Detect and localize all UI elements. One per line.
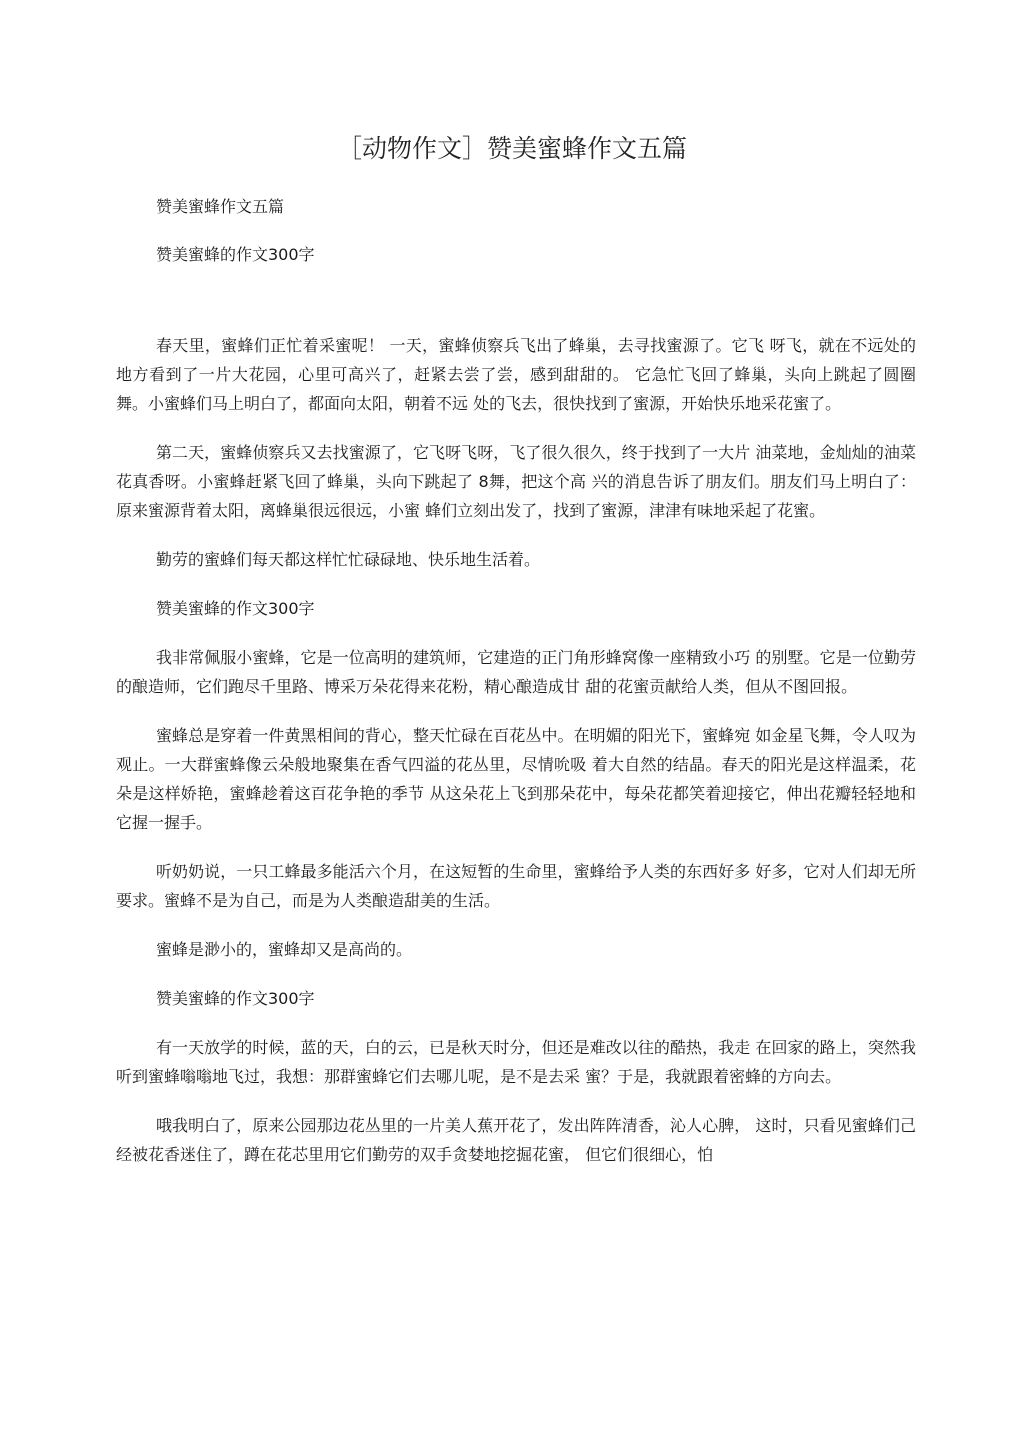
paragraph: 蜜蜂是渺小的，蜜蜂却又是高尚的。 — [156, 940, 413, 959]
document-title: ［动物作文］赞美蜜蜂作文五篇 — [336, 134, 687, 163]
subtitle: 赞美蜜蜂作文五篇 — [156, 197, 285, 216]
paragraph: 哦我明白了，原来公园那边花丛里的一片美人蕉开花了，发出阵阵清香，沁人心脾， 这时，只看见蜜蜂们己经被花香迷住了，蹲在花芯里用它们勤劳的双手贪婪地挖掘花蜜， 但它们很细心，怕 — [116, 1116, 916, 1164]
paragraph: 勤劳的蜜蜂们每天都这样忙忙碌碌地、快乐地生活着。 — [156, 550, 541, 569]
section-heading: 赞美蜜蜂的作文300字 — [156, 599, 315, 618]
paragraph: 蜜蜂总是穿着一件黄黑相间的背心，整天忙碌在百花丛中。在明媚的阳光下，蜜蜂宛 如金星飞舞，令人叹为观止。一大群蜜蜂像云朵般地聚集在香气四溢的花丛里，尽情吮吸 着大自然的结晶。春天的阳光是这样温柔，花朵是这样娇艳，蜜蜂趁着这百花争艳的季节 从这朵花上飞到那朵花中，每朵花都笑着迎接它，伸出花瓣轻轻地和它握一握手。 — [116, 726, 916, 832]
section-heading: 赞美蜜蜂的作文300字 — [156, 245, 315, 264]
section-heading: 赞美蜜蜂的作文300字 — [156, 989, 315, 1008]
paragraph: 有一天放学的时候，蓝的天，白的云，已是秋天时分，但还是难改以往的酷热，我走 在回家的路上，突然我听到蜜蜂嗡嗡地飞过，我想：那群蜜蜂它们去哪儿呢，是不是去采 蜜？于是，我就跟着密蜂的方向去。 — [116, 1038, 916, 1086]
paragraph: 春天里，蜜蜂们正忙着采蜜呢！ 一天，蜜蜂侦察兵飞出了蜂巢，去寻找蜜源了。它飞 呀飞，就在不远处的地方看到了一片大花园，心里可高兴了，赶紧去尝了尝，感到甜甜的。 它急忙飞回了蜂巢，头向上跳起了圆圈舞。小蜜蜂们马上明白了，都面向太阳，朝着不远 处的飞去，很快找到了蜜源，开始快乐地采花蜜了。 — [116, 336, 916, 413]
paragraph: 我非常佩服小蜜蜂，它是一位高明的建筑师，它建造的正门角形蜂窝像一座精致小巧 的别墅。它是一位勤劳的酿造师，它们跑尽千里路、博采万朵花得来花粉，精心酿造成甘 甜的花蜜贡献给人类，但从不图回报。 — [116, 648, 916, 696]
paragraph: 第二天，蜜蜂侦察兵又去找蜜源了，它飞呀飞呀，飞了很久很久，终于找到了一大片 油菜地，金灿灿的油菜花真香呀。小蜜蜂赶紧飞回了蜂巢，头向下跳起了 8舞，把这个高 兴的消息告诉了朋友们。朋友们马上明白了：原来蜜源背着太阳，离蜂巢很远很远，小蜜 蜂们立刻出发了，找到了蜜源，津津有味地采起了花蜜。 — [116, 443, 916, 520]
document-body — [116, 192, 916, 1169]
paragraph: 听奶奶说，一只工蜂最多能活六个月，在这短暂的生命里，蜜蜂给予人类的东西好多 好多，它对人们却无所要求。蜜蜂不是为自己，而是为人类酿造甜美的生活。 — [116, 862, 916, 910]
